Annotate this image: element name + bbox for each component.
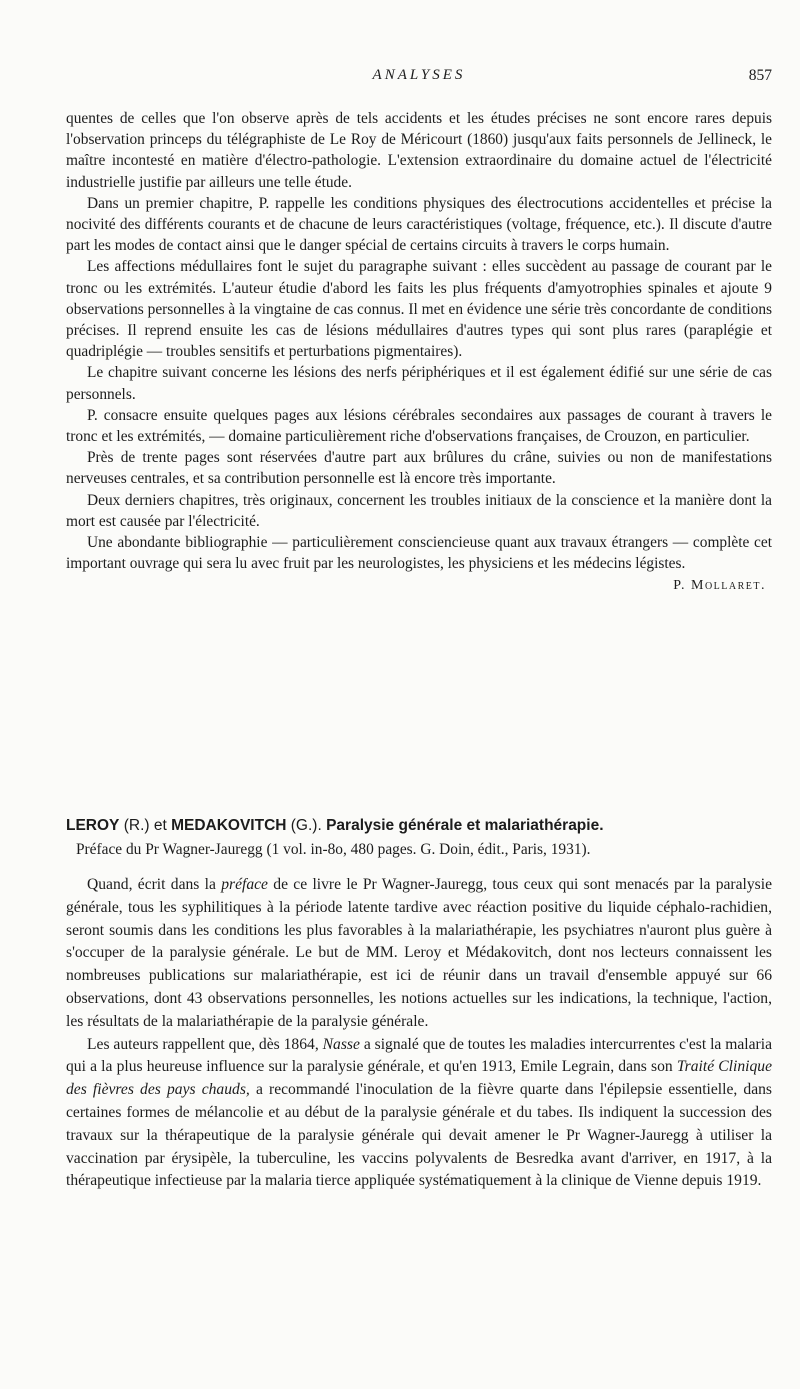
page-header xyxy=(66,67,772,91)
page-number: 857 xyxy=(748,67,772,84)
paragraph: Une abondante bibliographie — particulièrement consciencieuse quant aux travaux étrangers — complète cet important ouvrage qui sera lu avec fruit par les neurologistes, les physiciens et les médecins légistes. xyxy=(66,534,772,573)
italic-run: Nasse xyxy=(322,1035,360,1053)
paragraph: Près de trente pages sont réservées d'autre part aux brûlures du crâne, suivies ou non de manifestations nerveuses centrales, et sa contribution personnelle est là encore très importante. xyxy=(66,449,772,488)
text-run: de ce livre le Pr Wagner-Jauregg, tous ceux qui sont menacés par la paralysie générale, tous les syphilitiques à la période latente tardive avec réaction positive du liquide céphalo-rachidien, seront soumis dans les conditions les plus favorables à la malariathérapie, les psychiatres n'auront plus guère à s'occuper de la paralysie générale. Le but de MM. Leroy et Médakovitch, dont nos lecteurs connaissent les nombreuses publications sur malariathérapie, est ici de réunir dans un travail d'ensemble appuyé sur 66 observations, dont 43 observations personnelles, les notions actuelles sur les indications, la technique, l'action, les résultats de la malariathérapie de la paralysie générale. xyxy=(66,876,773,1030)
journal-page xyxy=(66,0,772,1389)
paragraph: Les affections médullaires font le sujet du paragraphe suivant : elles succèdent au passage de courant par le tronc ou les extrémités. L'auteur étudie d'abord les faits les plus fréquents d'amyotrophies spinales et ajoute 9 observations personnelles à la vingtaine de cas connus. Il met en évidence une série très concordante de conditions précises. Il reprend ensuite les cas de lésions médullaires d'autres types qui sont plus rares (paraplégie et quadriplégie — troubles sensitifs et perturbations pigmentaires). xyxy=(66,258,773,361)
review-heading xyxy=(66,814,772,837)
paragraph: Deux derniers chapitres, très originaux, concernent les troubles initiaux de la conscience et la manière dont la mort est causée par l'électricité. xyxy=(66,491,772,530)
author-medakovitch: MEDAKOVITCH xyxy=(171,817,287,834)
author-initial-r: (R.) et xyxy=(119,817,172,834)
paragraph: Le chapitre suivant concerne les lésions des nerfs périphériques et il est également édifié sur une série de cas personnels. xyxy=(66,364,772,403)
italic-run: Traité Clinique des fièvres des pays chauds, xyxy=(66,1058,772,1099)
running-title: ANALYSES xyxy=(372,67,466,83)
author-leroy: LEROY xyxy=(66,817,120,834)
text-run: a recommandé l'inoculation de la fièvre quarte dans l'épilepsie essentielle, dans certaines formes de mélancolie et au début de la paralysie générale et du tabes. Ils indiquent la succession des travaux sur la thérapeutique de la paralysie générale qui devait amener le Pr Wagner-Jauregg à utiliser la vaccination par érysipèle, la tuberculine, les vaccins polyvalents de Besredka avant d'arriver, en 1917, à la thérapeutique infectieuse par la malaria tierce appliquée systématiquement à la clinique de Vienne depuis 1919. xyxy=(66,1081,772,1190)
review-leroy-medakovitch xyxy=(66,814,772,1193)
italic-run: préface xyxy=(221,876,268,893)
author-initial-g: (G.). xyxy=(286,817,327,834)
paragraph xyxy=(66,1034,772,1194)
text-run: a signalé que de toutes les maladies intercurrentes c'est la malaria qui a la plus heureuse influence sur la paralysie générale, et qu'en 1913, Emile Legrain, dans son xyxy=(66,1035,772,1076)
paragraph: Dans un premier chapitre, P. rappelle les conditions physiques des électrocutions accidentelles et précise la nocivité des différents courants et de chacune de leurs caractéristiques (voltage, fréquence, etc.). Il discute d'autre part les modes de contact ainsi que le danger spécial de certains circuits à travers le corps humain. xyxy=(66,194,772,255)
signature: P. Mollaret. xyxy=(673,578,766,594)
review-body xyxy=(66,874,772,1193)
paragraph: P. consacre ensuite quelques pages aux lésions cérébrales secondaires aux passages de courant à travers le tronc et les extrémités, — domaine particulièrement riche d'observations françaises, de Crouzon, en particulier. xyxy=(66,406,772,446)
review-mollaret xyxy=(66,108,772,594)
text-run: Les auteurs rappellent que, dès 1864, xyxy=(87,1035,323,1053)
text-run: Quand, écrit dans la xyxy=(87,876,222,893)
paragraph: quentes de celles que l'on observe après de tels accidents et les études précises ne sont encore rares depuis l'observation princeps du télégraphiste de Le Roy de Méricourt (1860) jusqu'aux faits personnels de Jellineck, le maître incontesté en matière d'électro-pathologie. L'extension extraordinaire du domaine actuel de l'électricité industrielle justifie par ailleurs une telle étude. xyxy=(66,110,772,191)
bibliographic-details: Préface du Pr Wagner-Jauregg (1 vol. in-8o, 480 pages. G. Doin, édit., Paris, 1931). xyxy=(76,841,591,858)
book-title: Paralysie générale et malariathérapie. xyxy=(326,817,604,834)
paragraph xyxy=(66,874,772,1034)
